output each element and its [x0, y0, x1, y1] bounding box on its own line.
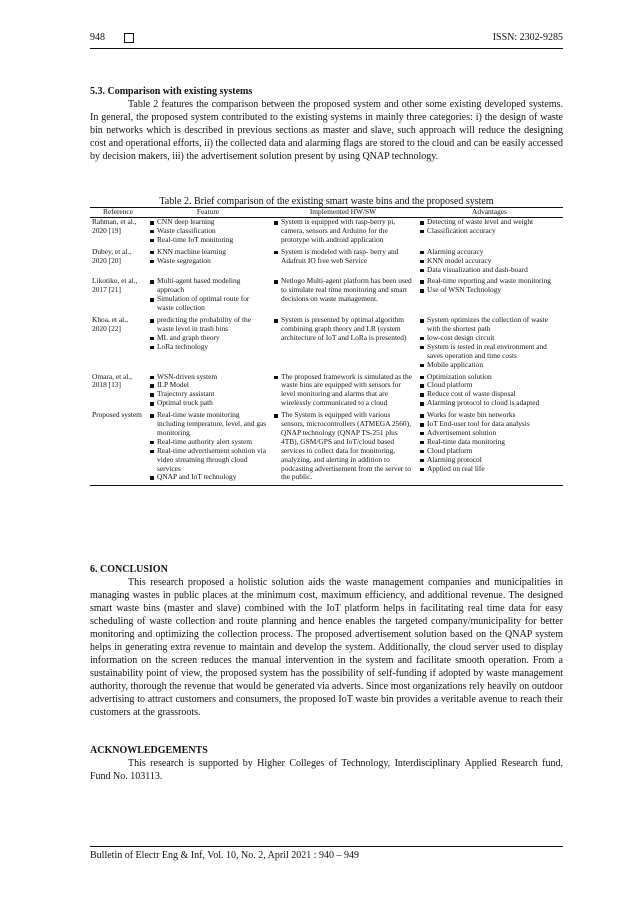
issn-label: ISSN: 2302-9285: [492, 32, 563, 43]
hw-sw-cell: [270, 218, 416, 248]
bullet-item: KNN machine learning: [157, 248, 268, 257]
bullet-item: QNAP and IoT technology: [157, 473, 268, 482]
bullet-item: Data visualization and dash-board: [427, 266, 561, 275]
bullet-item: Netlogo Multi-agent platform has been used to simulate real time monitoring and smart decisions on waste management.: [281, 277, 414, 304]
bullet-list: [148, 373, 268, 409]
hw-sw-cell: [270, 248, 416, 278]
bullet-item: System optimizes the collection of waste with the shortest path: [427, 316, 561, 334]
section-5-3-title: 5.3. Comparison with existing systems: [90, 86, 253, 97]
reference-cell: Khoa, et al., 2020 [22]: [92, 315, 128, 333]
bullet-item: Advertisement solution: [427, 429, 561, 438]
bullet-list: [148, 248, 268, 266]
reference-cell: Rahman, et al., 2020 [19]: [92, 217, 137, 235]
table-row: [90, 411, 563, 486]
bullet-item: Real-time reporting and waste monitoring: [427, 277, 561, 286]
bullet-item: Use of WSN Technology: [427, 286, 561, 295]
reference-cell: Omara, et al., 2018 [13]: [92, 371, 133, 390]
bullet-item: LoRa technology: [157, 343, 268, 352]
bullet-list: [418, 316, 561, 369]
table-caption: Table 2. Brief comparison of the existing smart waste bins and the proposed system: [159, 196, 494, 207]
bullet-item: IoT End-user tool for data analysis: [427, 420, 561, 429]
bullet-list: [148, 277, 268, 313]
feature-cell: [146, 316, 270, 372]
bullet-list: [272, 373, 414, 409]
bullet-item: Trajectory assistant: [157, 390, 268, 399]
advantages-cell: [416, 248, 563, 278]
bullet-item: Optimal truck path: [157, 399, 268, 408]
bullet-list: [272, 316, 414, 343]
table-row: [90, 373, 563, 412]
bullet-list: [148, 218, 268, 245]
bullet-item: predicting the probability of the waste level in trash bins: [157, 316, 268, 334]
bullet-item: Alarming protocol: [427, 456, 561, 465]
footer-rule: [90, 846, 563, 847]
table-body: [90, 218, 563, 486]
bullet-item: System is tested in real environment and saves operation and time costs: [427, 343, 561, 361]
hw-sw-cell: [270, 316, 416, 372]
feature-cell: [146, 277, 270, 316]
bullet-item: Works for waste bin networks: [427, 411, 561, 420]
acknowledgements-title: ACKNOWLEDGEMENTS: [90, 745, 208, 756]
table-row: [90, 277, 563, 316]
feature-cell: [146, 373, 270, 412]
header-hw-sw: Implemented HW/SW: [270, 208, 416, 218]
header-feature: Feature: [146, 208, 270, 218]
bullet-list: [148, 316, 268, 352]
bullet-item: ILP Model: [157, 381, 268, 390]
bullet-item: Multi-agent based modeling approach: [157, 277, 268, 295]
reference-cell: Likotiko, et al., 2017 [21]: [92, 276, 138, 295]
advantages-cell: [416, 411, 563, 486]
reference-cell: Dubey, et al., 2020 [20]: [92, 246, 132, 265]
table-row: [90, 248, 563, 278]
feature-cell: [146, 218, 270, 248]
bullet-item: Alarming protocol to cloud is adapted: [427, 399, 561, 408]
bullet-item: Mobile application: [427, 361, 561, 370]
page-number: 948: [90, 32, 105, 43]
acknowledgements-paragraph: This research is supported by Higher Colleges of Technology, Interdisciplinary Applied Research fund, Fund No. 103113.: [90, 758, 563, 782]
header-reference: Reference: [90, 208, 146, 218]
bullet-list: [272, 277, 414, 304]
page-footer: Bulletin of Electr Eng & Inf, Vol. 10, No. 2, April 2021 : 940 – 949: [90, 850, 360, 861]
bullet-list: [418, 248, 561, 275]
bullet-list: [418, 373, 561, 409]
bullet-item: The proposed framework is simulated as the waste bins are equipped with sensors for level monitoring and alarms that are wirelessly communicated to a cloud: [281, 373, 414, 409]
bullet-list: [418, 277, 561, 295]
bullet-item: Optimization solution: [427, 373, 561, 382]
bullet-item: Waste classification: [157, 227, 268, 236]
advantages-cell: [416, 218, 563, 248]
bullet-item: The System is equipped with various sensors, microcontrollers (ATMEGA 2560), QNAP technology (QNAP TS-251 plus 4TB), GSM/GPS and IoT/cloud based services to collect data for monitoring, analyzing, and alerting in addition to podcasting advertisement from the server to the public.: [281, 411, 414, 482]
conclusion-paragraph: This research proposed a holistic solution aids the waste management companies and municipalities in managing wastes in public places at the minimum cost, maximum efficiency, and additional revenue. The designed smart waste bins (master and slave) combined with the IoT platform helps in facilitating real time data for easy scheduling of waste collection and route planning and hence enables the targeted company/municipality for better monitoring and optimizing the collection process. The proposed advertisement solution based on the QNAP system helps in generating extra revenue to maintain and develop the system. Additionally, the cloud server used to display information on the screen reduces the manual intervention in the system and facilitate smooth operation. From a sustainability point of view, the proposed system has the possibility of self-funding if adopted by waste management authority, thorough the revenue that would be generated via adverts. Since most organizations rely heavily on outdoor advertising to attract customers and consumers, the proposed IoT waste bin provides a veritable avenue to reach their customers at the grassroots.: [90, 577, 563, 718]
bullet-item: Alarming accuracy: [427, 248, 561, 257]
reference-cell: Proposed system: [90, 411, 146, 486]
hw-sw-cell: [270, 373, 416, 412]
bullet-item: Cloud platform: [427, 447, 561, 456]
bullet-item: Reduce cost of waste disposal: [427, 390, 561, 399]
bullet-item: Real-time IoT monitoring: [157, 236, 268, 245]
bullet-item: Real-time authority alert system: [157, 438, 268, 447]
bullet-item: Real-time data monitoring: [427, 438, 561, 447]
bullet-list: [272, 411, 414, 482]
bullet-item: low-cost design circuit: [427, 334, 561, 343]
advantages-cell: [416, 373, 563, 412]
square-bullet-icon: [124, 33, 134, 43]
bullet-item: Real-time advertisement solution via video streaming through cloud services: [157, 447, 268, 474]
bullet-item: ML and graph theory: [157, 334, 268, 343]
advantages-cell: [416, 277, 563, 316]
bullet-item: Classification accuracy: [427, 227, 561, 236]
comparison-table: [90, 207, 563, 486]
section-5-3-paragraph: Table 2 features the comparison between the proposed system and other some existing developed systems. In general, the proposed system contributed to the existing systems in mainly three categories: i) the design of waste bin networks which is described in previous sections as master and slave, such approach will reduce the designing cost and operational efforts, ii) the collected data and alarming flags are stored to the cloud and can be easily accessed by decision makers, iii) the advertisement solution present by using QNAP technology.: [90, 99, 563, 162]
bullet-item: System is presented by optimal algorithm combining graph theory and LR (system architecture of IoT and LoRa is presented): [281, 316, 414, 343]
bullet-item: Simulation of optimal route for waste collection: [157, 295, 268, 313]
bullet-item: Real-time waste monitoring including temperature, level, and gas monitoring: [157, 410, 267, 437]
feature-cell: [146, 411, 270, 486]
header-rule: [90, 48, 563, 49]
conclusion-title: 6. CONCLUSION: [90, 564, 168, 575]
bullet-item: Detecting of waste level and weight: [427, 218, 561, 227]
advantages-cell: [416, 316, 563, 372]
bullet-item: System is modeled with rasp- berry and Adafruit IO free web Service: [281, 248, 414, 266]
bullet-list: [418, 218, 561, 236]
table-header-row: [90, 208, 563, 218]
bullet-item: Cloud platform: [427, 381, 561, 390]
bullet-list: [148, 411, 268, 482]
hw-sw-cell: [270, 411, 416, 486]
bullet-item: CNN deep learning: [157, 218, 268, 227]
feature-cell: [146, 248, 270, 278]
bullet-list: [272, 218, 414, 245]
bullet-list: [272, 248, 414, 266]
bullet-item: WSN-driven system: [157, 373, 268, 382]
bullet-item: Applied on real life: [427, 465, 561, 474]
paper-page: [90, 0, 563, 902]
table-row: [90, 316, 563, 372]
bullet-item: Waste segregation: [157, 257, 268, 266]
bullet-list: [418, 411, 561, 473]
page-header: [90, 32, 563, 46]
bullet-item: KNN model accuracy: [427, 257, 561, 266]
header-advantages: Advantages: [416, 208, 563, 218]
table-row: [90, 218, 563, 248]
hw-sw-cell: [270, 277, 416, 316]
bullet-item: System is equipped with rasp-berry pi, camera, sensors and Arduino for the prototype with android application: [281, 218, 414, 245]
